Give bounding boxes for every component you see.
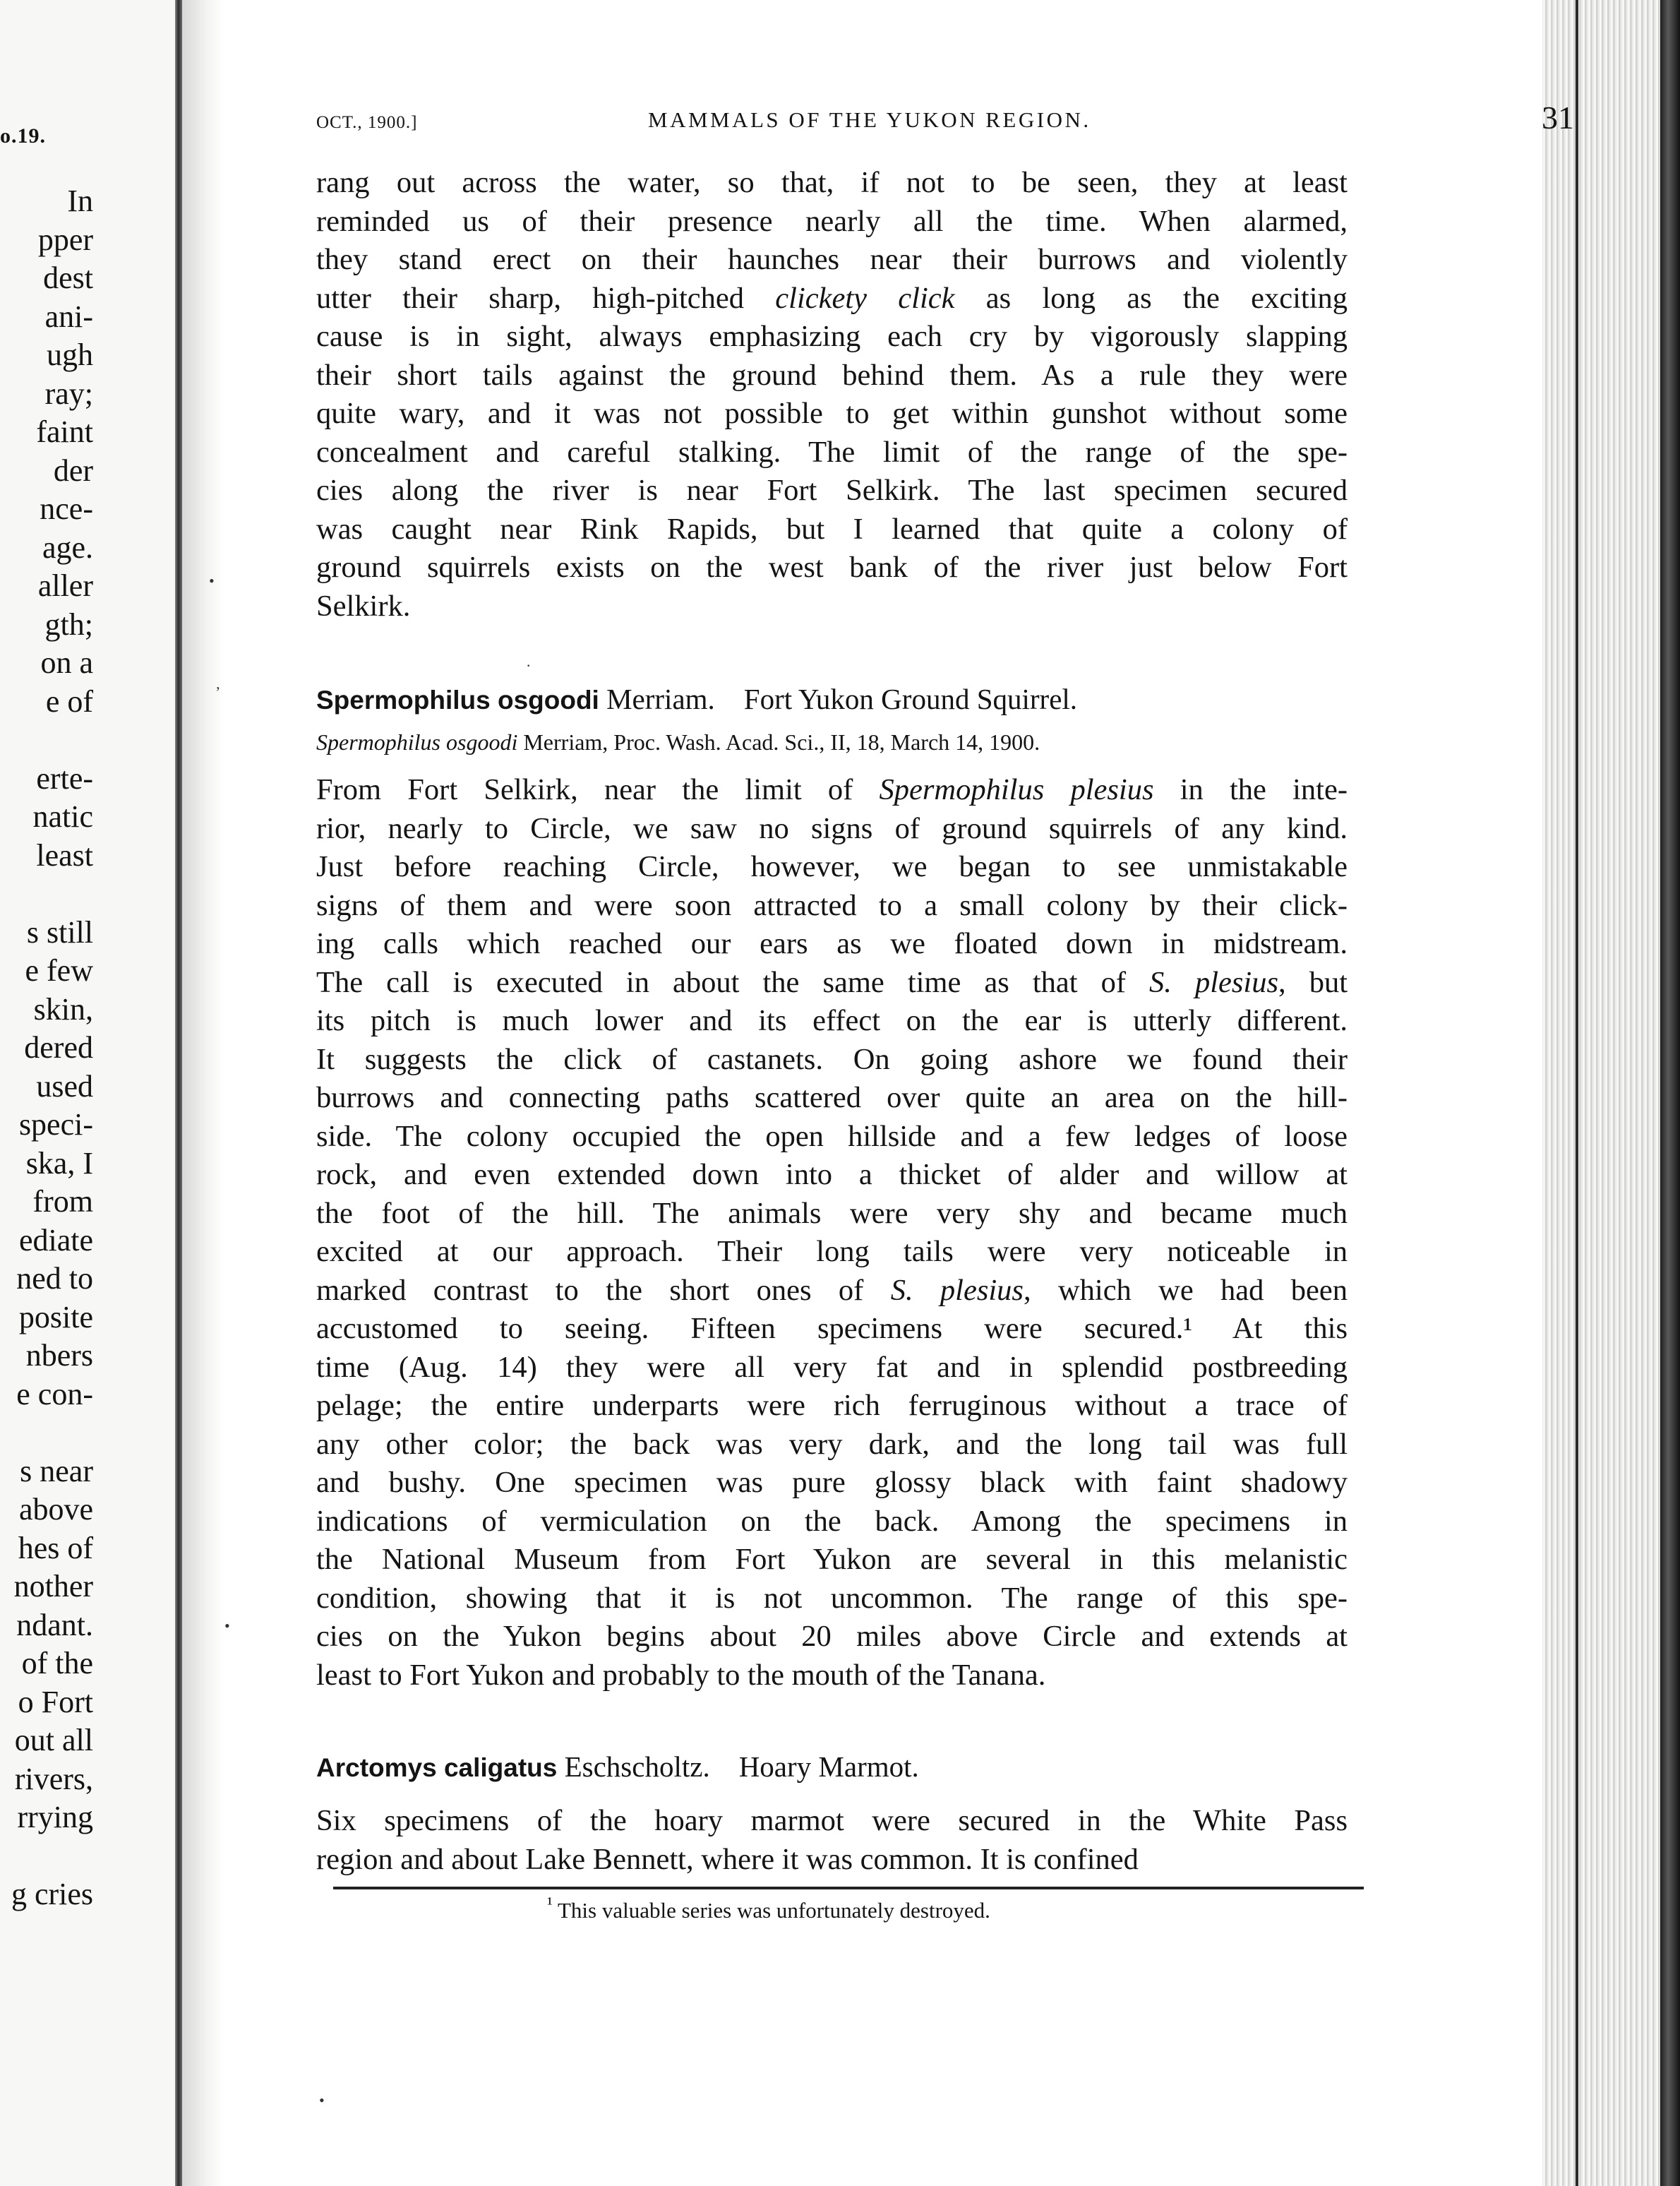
previous-page-line-end: ugh <box>47 338 93 372</box>
previous-page-line-end: o Fort <box>18 1684 93 1719</box>
text-line: It suggests the click of castanets. On going ashore we found their <box>316 1042 1348 1076</box>
text-line: ing calls which reached our ears as we floated down in midstream. <box>316 927 1348 960</box>
header-title: MAMMALS OF THE YUKON REGION. <box>648 107 1091 132</box>
previous-page-line-end: pper <box>37 222 93 257</box>
previous-page-line-end: dest <box>43 261 93 295</box>
previous-page-line-end: g cries <box>11 1877 93 1911</box>
text-line: quite wary, and it was not possible to get within gunshot without some <box>316 397 1348 430</box>
previous-page-line-end: faint <box>36 414 93 449</box>
text-line: excited at our approach. Their long tails were very noticeable in <box>316 1235 1348 1268</box>
previous-page-line-end: dered <box>24 1030 93 1065</box>
previous-page-line-end: In <box>67 184 93 218</box>
stray-mark: • <box>209 572 215 590</box>
previous-page-line-end: gth; <box>44 607 93 642</box>
book-page <box>226 0 1574 2186</box>
text-line: From Fort Selkirk, near the limit of Spermophilus plesius in the inte- <box>316 773 1348 806</box>
book-edge-line <box>1576 0 1578 2186</box>
text-line: reminded us of their presence nearly all the time. When alarmed, <box>316 204 1348 238</box>
previous-page-line-end <box>11 1414 93 1452</box>
text-line: utter their sharp, high-pitched clickety click as long as the exciting <box>316 281 1348 315</box>
text-line: was caught near Rink Rapids, but I learned that quite a colony of <box>316 512 1348 546</box>
previous-page-line-end: erte- <box>36 760 93 796</box>
text-line: rang out across the water, so that, if not to be seen, they at least <box>316 166 1348 199</box>
text-line: marked contrast to the short ones of S. plesius, which we had been <box>316 1273 1348 1307</box>
previous-page-line-end: of the <box>21 1646 93 1680</box>
book-cover-edge <box>1660 0 1680 2186</box>
previous-page-line-end: age. <box>42 530 93 565</box>
text-line: ground squirrels exists on the west bank of the river just below Fort <box>316 551 1348 584</box>
previous-page-line-end: e of <box>45 683 93 719</box>
text-line: cies on the Yukon begins about 20 miles above Circle and extends at <box>316 1620 1348 1653</box>
text-line: burrows and connecting paths scattered over quite an area on the hill- <box>316 1081 1348 1114</box>
paragraph-1 <box>316 164 1348 626</box>
text-line: and bushy. One specimen was pure glossy black with faint shadowy <box>316 1466 1348 1499</box>
previous-page-line-end: least <box>36 837 93 873</box>
previous-page-line-end: from <box>32 1184 93 1219</box>
footnote-marker: ¹ <box>547 1893 553 1914</box>
text-line: cies along the river is near Fort Selkirk. The last specimen secured <box>316 474 1348 507</box>
previous-page-line-end: out all <box>14 1723 93 1757</box>
species-heading-1 <box>316 682 1077 716</box>
previous-page-line-end: aller <box>37 568 93 603</box>
text-line: any other color; the back was very dark, and the long tail was full <box>316 1427 1348 1461</box>
book-gutter-shadow <box>182 0 224 2186</box>
previous-page-line-end: nce- <box>40 491 93 526</box>
previous-page-line-end: speci- <box>18 1107 93 1142</box>
previous-page-line-ends <box>11 182 93 1914</box>
previous-page-line-end: s near <box>20 1453 93 1488</box>
citation-text: Merriam, Proc. Wash. Acad. Sci., II, 18, March 14, 1900. <box>523 729 1040 755</box>
stray-mark: • <box>224 1617 230 1635</box>
previous-page-line-end: ray; <box>44 376 93 411</box>
text-line: condition, showing that it is not uncommon. The range of this spe- <box>316 1581 1348 1615</box>
previous-page-line-end: ska, I <box>25 1145 93 1181</box>
previous-page-line-end: ani- <box>44 299 93 334</box>
stray-mark: • <box>319 2091 325 2109</box>
header-date: OCT., 1900.] <box>316 113 418 132</box>
footnote-rule <box>333 1887 1364 1889</box>
book-gutter-fold <box>175 0 182 2186</box>
text-line: cause is in sight, always emphasizing each cry by vigorously slapping <box>316 320 1348 353</box>
previous-page-line-end: nother <box>13 1569 93 1603</box>
previous-page-margin <box>0 0 176 2186</box>
page-number: 31 <box>1542 100 1574 136</box>
text-line: pelage; the entire underparts were rich ferruginous without a trace of <box>316 1389 1348 1422</box>
previous-page-folio: o.19. <box>0 124 46 148</box>
text-line: their short tails against the ground behind them. As a rule they were <box>316 358 1348 392</box>
text-line: they stand erect on their haunches near their burrows and violently <box>316 243 1348 276</box>
previous-page-line-end: e few <box>25 953 93 988</box>
text-line: time (Aug. 14) they were all very fat and in splendid postbreeding <box>316 1350 1348 1384</box>
species-2-common-name: Hoary Marmot. <box>738 1750 919 1783</box>
text-line: region and about Lake Bennett, where it was common. It is confined <box>316 1842 1139 1876</box>
previous-page-line-end: skin, <box>33 991 93 1027</box>
footnote <box>547 1893 990 1923</box>
previous-page-line-end: ned to <box>16 1261 93 1296</box>
previous-page-line-end: ndant. <box>16 1607 93 1642</box>
species-1-citation <box>316 729 1040 755</box>
previous-page-line-end: natic <box>32 799 93 834</box>
text-line: indications of vermiculation on the back. Among the specimens in <box>316 1504 1348 1538</box>
species-2-author: Eschscholtz. <box>564 1750 710 1783</box>
species-1-scientific-name: Spermophilus osgoodi <box>316 686 599 715</box>
previous-page-line-end: used <box>36 1068 93 1104</box>
previous-page-line-end <box>11 875 93 914</box>
citation-name: Spermophilus osgoodi <box>316 729 518 755</box>
previous-page-line-end <box>11 1837 93 1876</box>
text-line: accustomed to seeing. Fifteen specimens were secured.¹ At this <box>316 1312 1348 1345</box>
previous-page-line-end: s still <box>26 914 93 950</box>
species-heading-2 <box>316 1750 919 1784</box>
footnote-text: This valuable series was unfortunately destroyed. <box>558 1898 990 1923</box>
text-line: its pitch is much lower and its effect on the ear is utterly different. <box>316 1004 1348 1037</box>
previous-page-line-end: above <box>18 1492 93 1527</box>
stray-mark: ʼ <box>215 683 221 701</box>
previous-page-line-end: ediate <box>18 1222 93 1258</box>
text-line: side. The colony occupied the open hillside and a few ledges of loose <box>316 1119 1348 1153</box>
species-1-common-name: Fort Yukon Ground Squirrel. <box>743 683 1078 715</box>
text-line: The call is executed in about the same time as that of S. plesius, but <box>316 965 1348 999</box>
text-line: Six specimens of the hoary marmot were secured in the White Pass <box>316 1804 1348 1837</box>
text-line: Selkirk. <box>316 589 411 623</box>
previous-page-line-end: hes of <box>18 1530 93 1565</box>
text-line: the foot of the hill. The animals were very shy and became much <box>316 1196 1348 1230</box>
species-1-author: Merriam. <box>606 683 715 715</box>
previous-page-line-end: rrying <box>17 1800 93 1834</box>
book-page-edges <box>1542 0 1680 2186</box>
text-line: rock, and even extended down into a thicket of alder and willow at <box>316 1158 1348 1191</box>
previous-page-line-end: e con- <box>16 1376 93 1411</box>
previous-page-line-end: on a <box>40 645 93 680</box>
text-line: rior, nearly to Circle, we saw no signs of ground squirrels of any kind. <box>316 811 1348 845</box>
text-line: least to Fort Yukon and probably to the mouth of the Tanana. <box>316 1658 1046 1692</box>
previous-page-line-end: nbers <box>25 1338 93 1373</box>
paragraph-2 <box>316 771 1348 1695</box>
text-line: Just before reaching Circle, however, we began to see unmistakable <box>316 850 1348 883</box>
text-line: concealment and careful stalking. The limit of the range of the spe- <box>316 435 1348 469</box>
species-2-scientific-name: Arctomys caligatus <box>316 1753 558 1782</box>
text-line: the National Museum from Fort Yukon are several in this melanistic <box>316 1543 1348 1576</box>
running-head <box>316 100 1574 140</box>
previous-page-line-end: posite <box>18 1299 93 1334</box>
previous-page-line-end: der <box>53 453 93 488</box>
paragraph-3 <box>316 1802 1348 1879</box>
stray-mark: · <box>526 657 532 674</box>
previous-page-line-end <box>11 721 93 760</box>
text-line: signs of them and were soon attracted to a small colony by their click- <box>316 888 1348 922</box>
previous-page-line-end: rivers, <box>14 1761 93 1796</box>
